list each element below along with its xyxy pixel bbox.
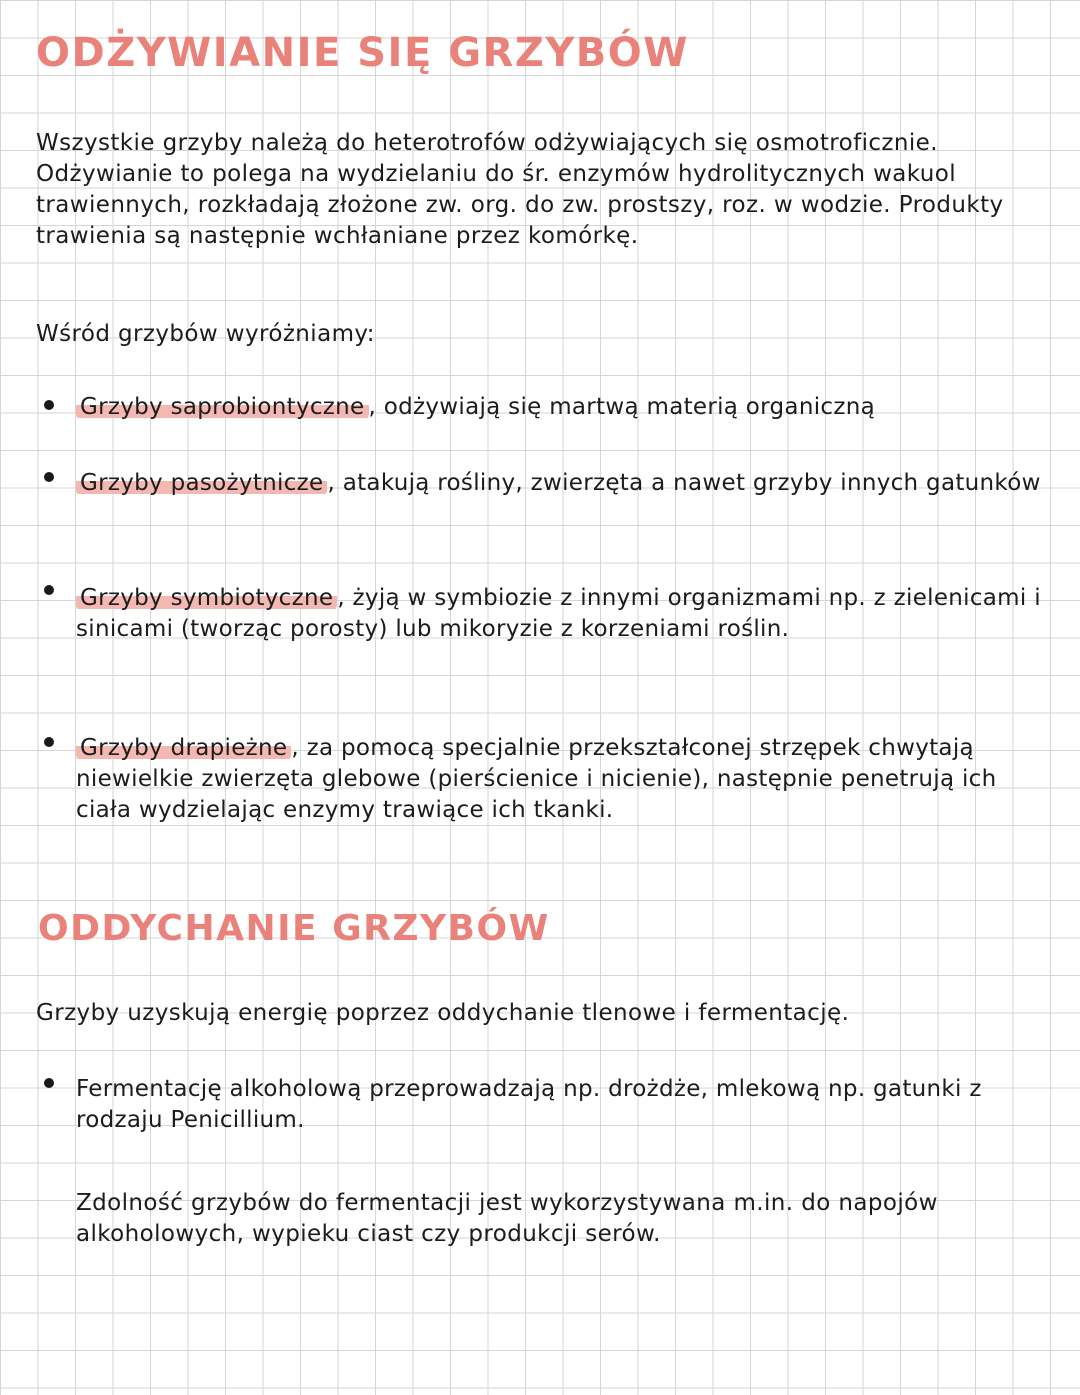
nutrition-list-lead: Wśród grzybów wyróżniamy: <box>36 321 375 347</box>
list-item-predatory <box>76 733 1051 826</box>
list-item-symbiotic <box>76 583 1051 645</box>
bullet-icon <box>44 472 54 482</box>
section-title-nutrition: ODŻYWIANIE SIĘ GRZYBÓW <box>36 30 689 76</box>
item-description: , za pomocą specjalnie przekształconej strzępek chwytają niewielkie zwierzęta glebowe (pierścienice i nicienie), następnie penetrują ich ciała wydzielając enzymy trawiące ich tkanki. <box>76 735 997 823</box>
highlighted-term: Grzyby pasożytnicze <box>76 470 327 496</box>
list-item-fermentation: Fermentację alkoholową przeprowadzają np. drożdże, mlekową np. gatunki z rodzaju Penicillium. <box>76 1076 982 1133</box>
nutrition-intro-paragraph: Wszystkie grzyby należą do heterotrofów odżywiających się osmotroficznie. Odżywianie to polega na wydzielaniu do śr. enzymów hydrolitycznych wakuol trawiennych, rozkładają złożone zw. org. do zw. prostszy, roz. w wodzie. Produkty trawienia są następnie wchłaniane przez komórkę. <box>36 130 1004 249</box>
item-description: , odżywiają się martwą materią organiczną <box>368 394 875 420</box>
section-title-respiration: ODDYCHANIE GRZYBÓW <box>38 908 550 949</box>
highlighted-term: Grzyby drapieżne <box>76 735 291 761</box>
bullet-icon <box>44 585 54 595</box>
list-item-parasitic <box>76 468 1051 499</box>
bullet-icon <box>44 1078 54 1088</box>
bullet-icon <box>44 400 54 410</box>
highlighted-term: Grzyby symbiotyczne <box>76 585 337 611</box>
list-item-saprobiontic <box>76 392 1051 423</box>
respiration-intro-paragraph: Grzyby uzyskują energię poprzez oddychanie tlenowe i fermentację. <box>36 1000 850 1026</box>
fermentation-usage-paragraph: Zdolność grzybów do fermentacji jest wykorzystywana m.in. do napojów alkoholowych, wypieku ciast czy produkcji serów. <box>76 1190 938 1247</box>
highlighted-term: Grzyby saprobiontyczne <box>76 394 369 420</box>
item-description: , żyją w symbiozie z innymi organizmami np. z zielenicami i sinicami (tworząc porosty) lub mikoryzie z korzeniami roślin. <box>76 585 1041 642</box>
item-description: , atakują rośliny, zwierzęta a nawet grzyby innych gatunków <box>327 470 1041 496</box>
bullet-icon <box>44 737 54 747</box>
